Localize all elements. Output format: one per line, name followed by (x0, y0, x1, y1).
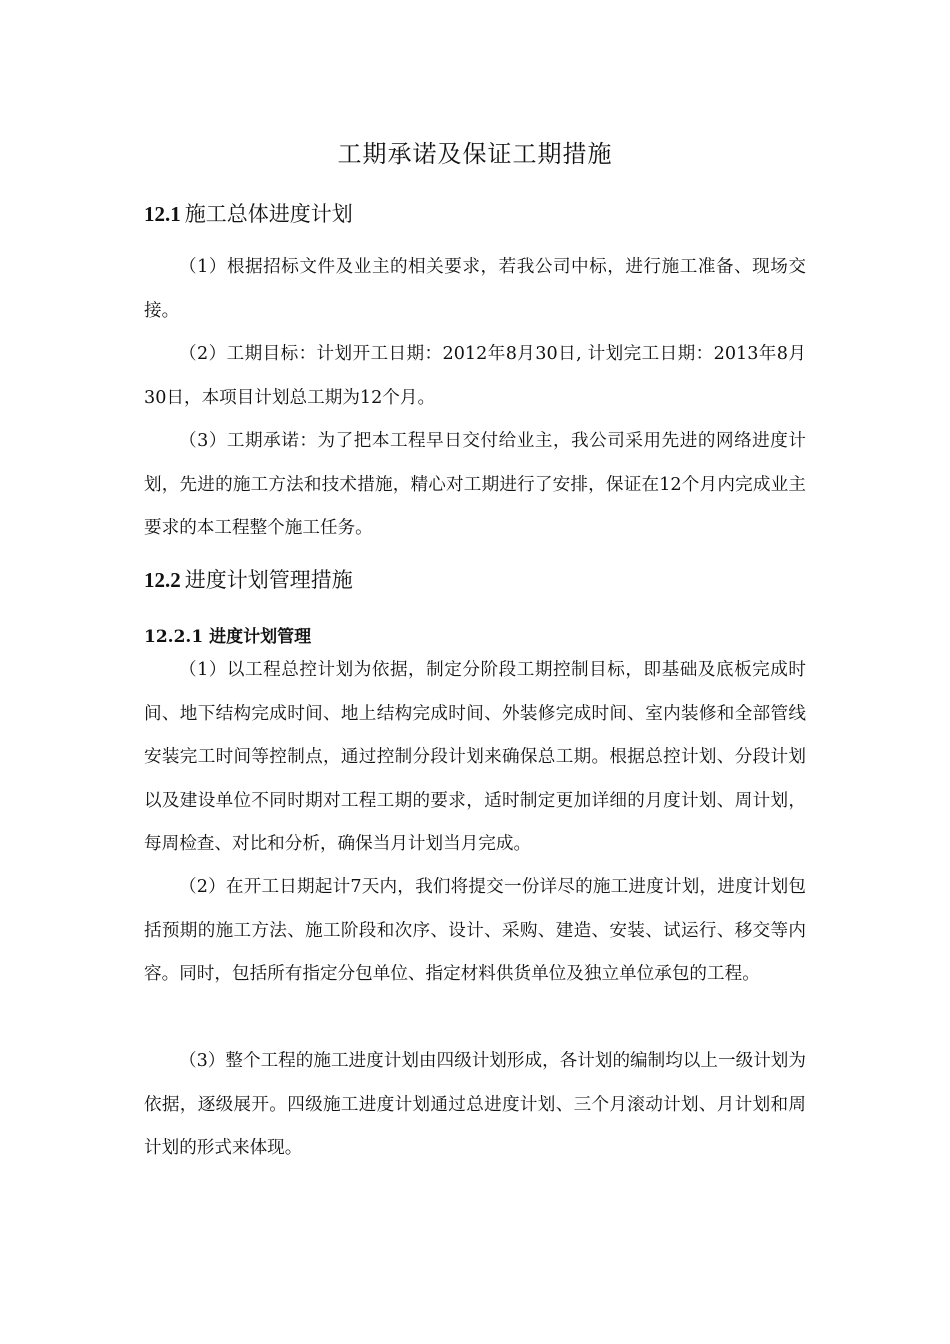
paragraph: （3）工期承诺：为了把本工程早日交付给业主，我公司采用先进的网络进度计划，先进的施工方法和技术措施，精心对工期进行了安排，保证在12个月内完成业主要求的本工程整个施工任务。 (144, 431, 806, 538)
section-number: 12.1 (144, 202, 181, 226)
paragraph: （1）根据招标文件及业主的相关要求，若我公司中标，进行施工准备、现场交接。 (144, 257, 806, 321)
section-heading-12-2 (144, 564, 353, 594)
section-heading-12-1 (144, 198, 353, 228)
section-title: 进度计划管理措施 (184, 568, 353, 592)
paragraph: （3）整个工程的施工进度计划由四级计划形成，各计划的编制均以上一级计划为依据，逐级展开。四级施工进度计划通过总进度计划、三个月滚动计划、月计划和周计划的形式来体现。 (144, 1051, 806, 1158)
section-number: 12.2 (144, 568, 181, 592)
subsection-heading-12-2-1: 12.2.1 进度计划管理 (144, 627, 312, 647)
paragraph: （2）工期目标：计划开工日期：2012年8月30日, 计划完工日期：2013年8月30日，本项目计划总工期为12个月。 (144, 344, 806, 408)
paragraph: （1）以工程总控计划为依据，制定分阶段工期控制目标，即基础及底板完成时间、地下结构完成时间、地上结构完成时间、外装修完成时间、室内装修和全部管线安装完工时间等控制点，通过控制分段计划来确保总工期。根据总控计划、分段计划以及建设单位不同时期对工程工期的要求，适时制定更加详细的月度计划、周计划，每周检查、对比和分析，确保当月计划当月完成。 (144, 660, 806, 854)
document-title: 工期承诺及保证工期措施 (337, 140, 613, 168)
section-title: 施工总体进度计划 (184, 202, 353, 226)
paragraph: （2）在开工日期起计7天内，我们将提交一份详尽的施工进度计划，进度计划包括预期的施工方法、施工阶段和次序、设计、采购、建造、安装、试运行、移交等内容。同时，包括所有指定分包单位、指定材料供货单位及独立单位承包的工程。 (144, 877, 806, 984)
